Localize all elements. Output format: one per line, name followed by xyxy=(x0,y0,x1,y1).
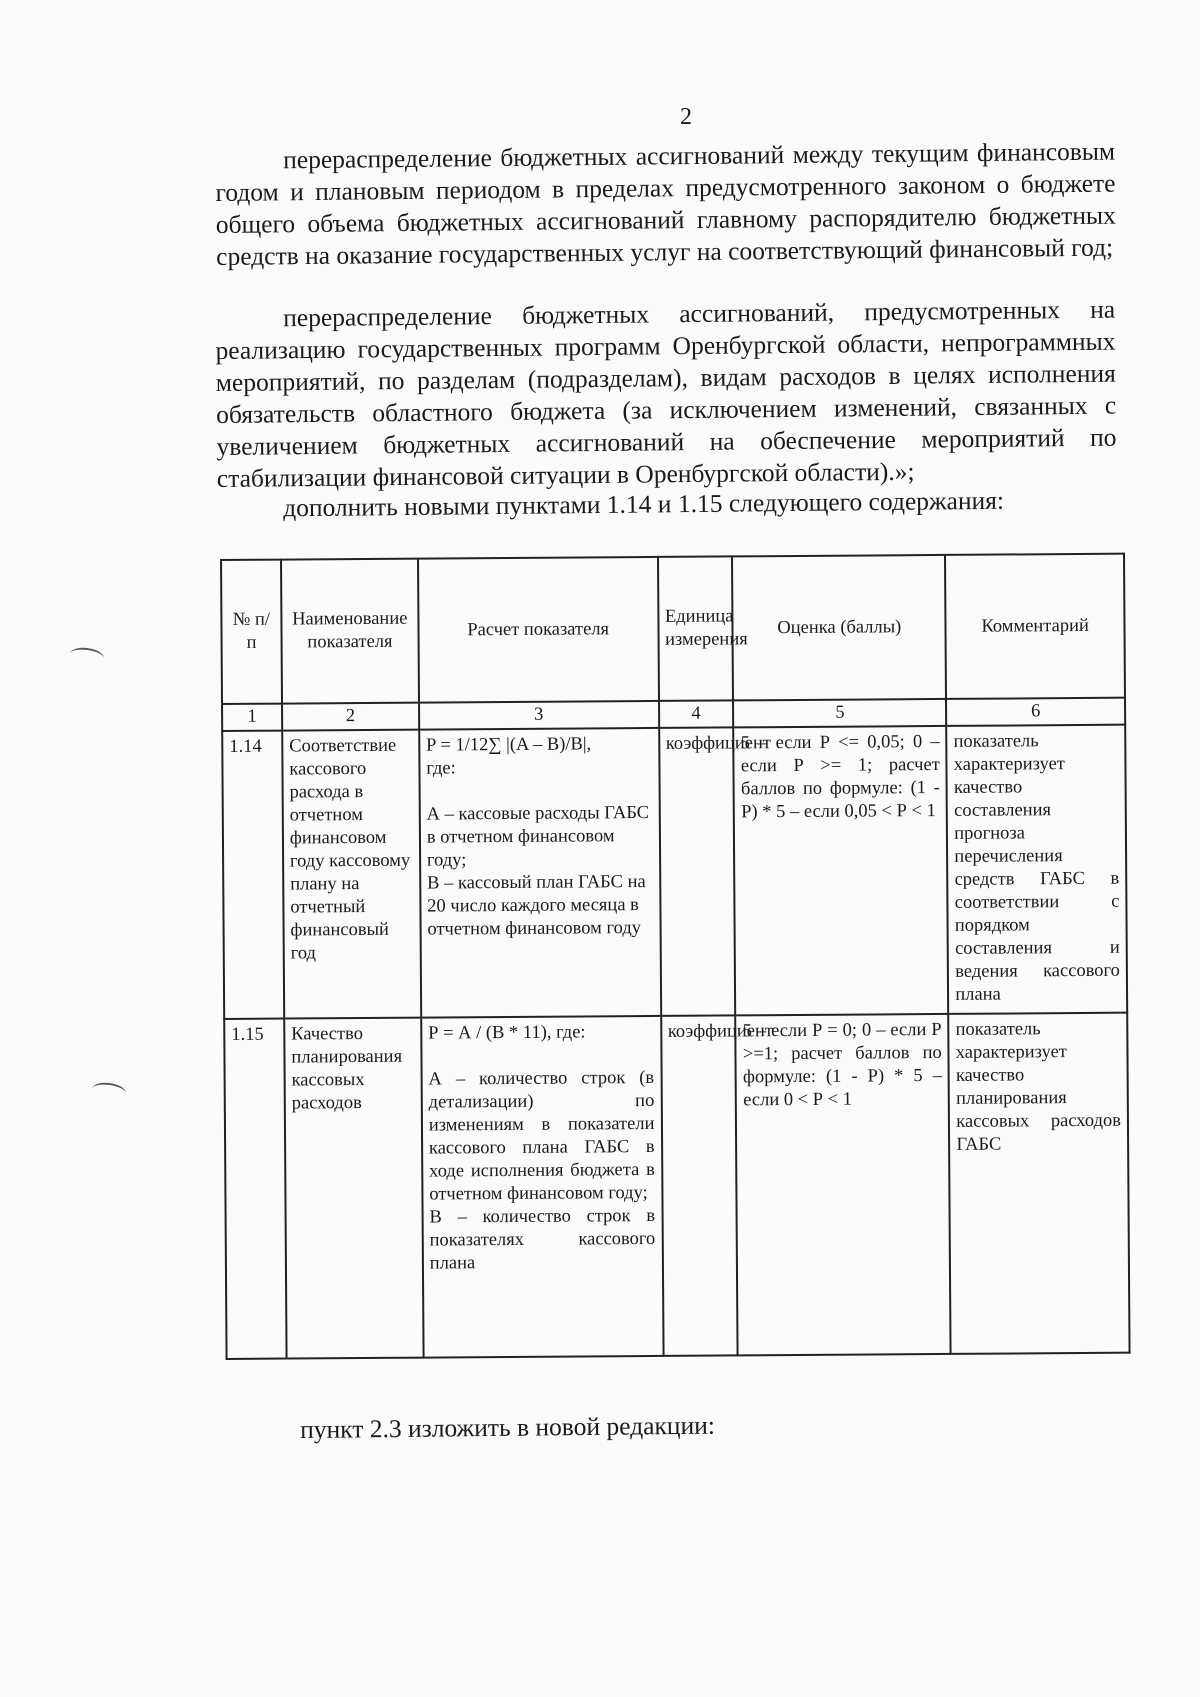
scan-mark xyxy=(91,1081,127,1102)
closing-line: пункт 2.3 изложить в новой редакции: xyxy=(300,1410,716,1444)
table-row xyxy=(222,725,1127,1019)
header-unit: Единица измерения xyxy=(657,556,733,701)
table-header-row xyxy=(221,554,1125,704)
header-num: № п/п xyxy=(221,560,282,704)
paragraph-2 xyxy=(215,294,1117,495)
table-row xyxy=(224,1013,1129,1359)
paragraph-2-text: перераспределение бюджетных ассигнований, предусмотренных на реализацию государственных программ Оренбургской области, непрограммных мероприятий, по разделам (подразделам), видам расходов в целях исполнения обязательств областного бюджета (за исключением изменений, связанных с увеличением бюджетных ассигнований на обеспечение мероприятий по стабилизации финансовой ситуации в Оренбургской области).»; xyxy=(215,294,1117,493)
column-number: 6 xyxy=(946,698,1125,726)
row-score: 5 – если Р <= 0,05; 0 – если Р >= 1; расчет баллов по формуле: (1 - Р) * 5 – если 0,05 < Р < 1 xyxy=(734,726,949,1015)
header-score: Оценка (баллы) xyxy=(732,555,946,700)
header-name: Наименование показателя xyxy=(281,559,419,704)
paragraph-1-text: перераспределение бюджетных ассигнований между текущим финансовым годом и плановым периодом в пределах предусмотренного законом о бюджете общего объема бюджетных ассигнований главному распорядителю бюджетных средств на оказание государственных услуг на соответствующий финансовый год; xyxy=(215,136,1116,271)
paragraph-3-text: дополнить новыми пунктами 1.14 и 1.15 следующего содержания: xyxy=(283,485,1005,523)
scan-mark xyxy=(69,646,105,667)
row-comment: показатель характеризует качество составления прогноза перечисления средств ГАБС в соответствии с порядком составления и ведения кассового плана xyxy=(946,725,1127,1014)
row-name: Соответствие кассового расхода в отчетном финансовом году кассовому плану на отчетный финансовый год xyxy=(282,730,421,1019)
paragraph-1 xyxy=(215,136,1116,273)
column-number: 1 xyxy=(222,704,282,731)
column-number: 3 xyxy=(419,701,659,730)
page-number: 2 xyxy=(680,104,692,130)
row-num: 1.14 xyxy=(222,731,284,1019)
indicator-table xyxy=(220,553,1131,1360)
row-calc: P = 1/12∑ |(A – B)/B|, где: А – кассовые расходы ГАБС в отчетном финансовом году; В – кассовый план ГАБС на 20 число каждого месяца в отчетном финансовом году xyxy=(419,728,661,1018)
row-unit: коэффициент xyxy=(661,1015,738,1356)
row-name: Качество планирования кассовых расходов xyxy=(284,1018,423,1359)
column-number: 2 xyxy=(282,703,419,731)
row-score: 5 – если Р = 0; 0 – если Р >=1; расчет баллов по формуле: (1 - Р) * 5 – если 0 < Р < 1 xyxy=(736,1014,951,1355)
column-number: 4 xyxy=(659,700,734,728)
row-comment: показатель характеризует качество планирования кассовых расходов ГАБС xyxy=(948,1013,1129,1354)
row-unit: коэффициент xyxy=(659,727,736,1016)
header-calc: Расчет показателя xyxy=(418,557,659,703)
row-num: 1.15 xyxy=(224,1019,286,1359)
row-calc: Р = А / (В * 11), где: А – количество строк (в детализации) по изменениям в показатели кассового плана ГАБС в ходе исполнения бюджета в отчетном финансовом году; В – количество строк в показателях кассового плана xyxy=(421,1016,663,1358)
header-comment: Комментарий xyxy=(945,554,1125,699)
column-number: 5 xyxy=(733,699,946,727)
